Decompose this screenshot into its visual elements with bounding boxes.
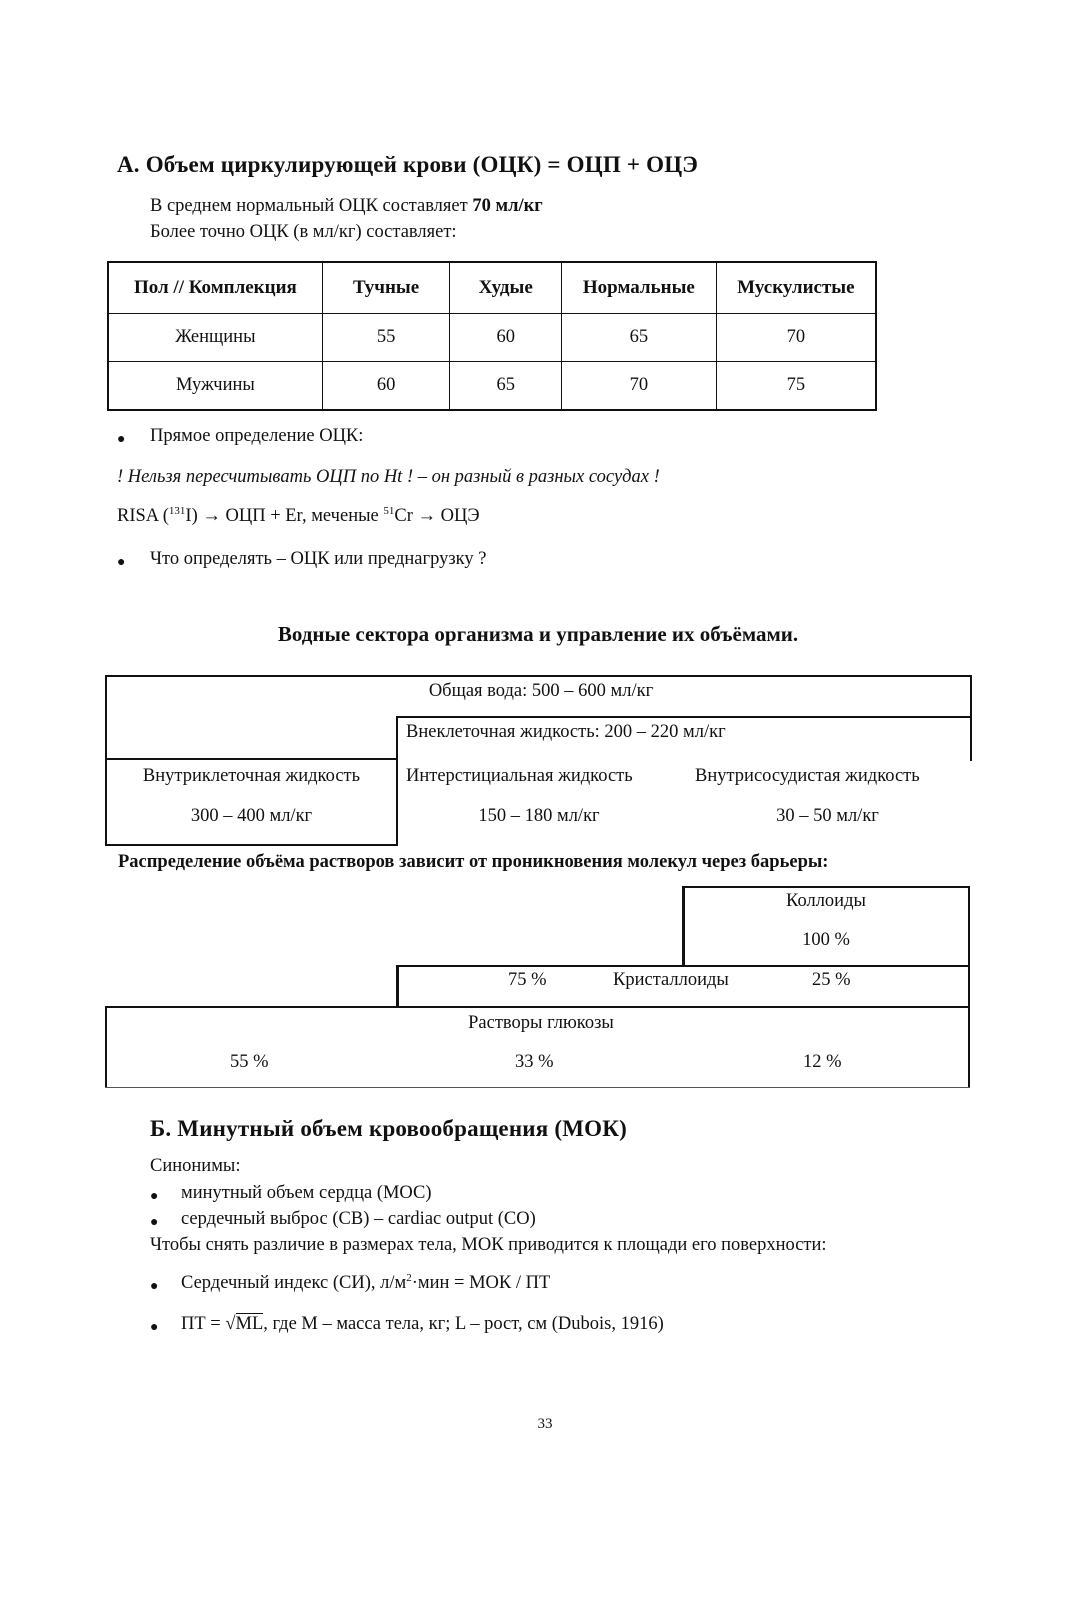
isotope-superscript: 131: [168, 504, 186, 517]
table-header-cell: Худые: [450, 262, 562, 313]
water-sectors-title: Водные сектора организма и управление их объёмами.: [277, 622, 799, 646]
synonym-item: сердечный выброс (СВ) – cardiac output (CO): [181, 1209, 536, 1229]
crystalloids-right-value: 25 %: [812, 970, 851, 990]
table-row: [108, 313, 876, 361]
table-header-cell: Пол // Комплекция: [108, 262, 322, 313]
table-cell: 55: [322, 313, 450, 361]
table-cell: 60: [450, 313, 562, 361]
risa-text: Cr → ОЦЭ: [394, 506, 480, 526]
bullet-icon: ●: [117, 432, 126, 447]
cardiac-index-line: [181, 1273, 550, 1294]
risa-line: [117, 506, 480, 527]
crystalloids-label: Кристаллоиды: [613, 970, 729, 990]
table-row: [108, 361, 876, 410]
risa-text: RISA (: [117, 506, 169, 526]
bullet-icon: ●: [150, 1215, 159, 1230]
bullet-icon: ●: [150, 1189, 159, 1204]
normalization-line: Чтобы снять различие в размерах тела, МОК приводится к площади его поверхности:: [150, 1235, 827, 1255]
bullet-icon: ●: [117, 555, 126, 570]
intracellular-label: Внутриклеточная жидкость: [142, 766, 361, 786]
crystalloids-left-value: 75 %: [508, 970, 547, 990]
preload-question-line: Что определять – ОЦК или преднагрузку ?: [150, 549, 487, 569]
table-cell: 60: [322, 361, 450, 410]
interstitial-label: Интерстициальная жидкость: [406, 766, 633, 786]
bcv-table: [107, 261, 877, 411]
average-bcv-line: [150, 196, 543, 217]
bullet-icon: ●: [150, 1279, 159, 1294]
synonym-item: минутный объем сердца (МОС): [181, 1183, 432, 1203]
extracellular-label: Внеклеточная жидкость: 200 – 220 мл/кг: [406, 722, 726, 742]
body-surface-line: [181, 1314, 664, 1335]
table-cell: Женщины: [108, 313, 322, 361]
square-superscript: 2: [406, 1271, 412, 1284]
intravascular-value: 30 – 50 мл/кг: [776, 806, 879, 826]
synonyms-label: Синонимы:: [150, 1156, 241, 1176]
cardiac-index-text: Сердечный индекс (СИ), л/м: [181, 1273, 407, 1293]
table-header-cell: Тучные: [322, 262, 450, 313]
interstitial-value: 150 – 180 мл/кг: [478, 806, 600, 826]
section-a-title: А. Объем циркулирующей крови (ОЦК) = ОЦП + ОЦЭ: [117, 152, 699, 177]
cardiac-index-text: ·мин = МОК / ПТ: [411, 1273, 551, 1293]
glucose-value-intravascular: 12 %: [803, 1052, 842, 1072]
total-water-label: Общая вода: 500 – 600 мл/кг: [428, 681, 654, 701]
table-cell: 70: [562, 361, 717, 410]
sqrt-operand: ML: [235, 1314, 264, 1334]
table-cell: 65: [562, 313, 717, 361]
intravascular-label: Внутрисосудистая жидкость: [695, 766, 920, 786]
intracellular-value: 300 – 400 мл/кг: [190, 806, 313, 826]
body-surface-text: ПТ = √: [181, 1314, 236, 1334]
distribution-title: Распределение объёма растворов зависит от проникновения молекул через барьеры:: [118, 852, 829, 872]
colloids-value: 100 %: [802, 930, 850, 950]
page-number: 33: [537, 1416, 553, 1432]
section-b-title: Б. Минутный объем кровообращения (МОК): [150, 1116, 627, 1141]
table-cell: 75: [716, 361, 876, 410]
table-header-row: [108, 262, 876, 313]
table-cell: 65: [450, 361, 562, 410]
isotope-superscript: 51: [383, 504, 395, 517]
table-cell: Мужчины: [108, 361, 322, 410]
average-bcv-text: В среднем нормальный ОЦК составляет: [150, 196, 473, 216]
body-surface-text: , где M – масса тела, кг; L – рост, см (Dubois, 1916): [263, 1314, 664, 1334]
warning-line: ! Нельзя пересчитывать ОЦП по Ht ! – он разный в разных сосудах !: [117, 467, 660, 487]
direct-measurement-line: Прямое определение ОЦК:: [150, 426, 364, 446]
risa-text: I) → ОЦП + Er, меченые: [185, 506, 384, 526]
glucose-value-interstitial: 33 %: [515, 1052, 554, 1072]
colloids-label: Коллоиды: [786, 891, 866, 911]
precise-bcv-line: Более точно ОЦК (в мл/кг) составляет:: [150, 222, 457, 242]
table-header-cell: Нормальные: [562, 262, 717, 313]
bullet-icon: ●: [150, 1320, 159, 1335]
table-header-cell: Мускулистые: [716, 262, 876, 313]
glucose-value-intracellular: 55 %: [230, 1052, 269, 1072]
table-cell: 70: [716, 313, 876, 361]
glucose-label: Растворы глюкозы: [468, 1013, 614, 1033]
average-bcv-value: 70 мл/кг: [472, 196, 543, 216]
